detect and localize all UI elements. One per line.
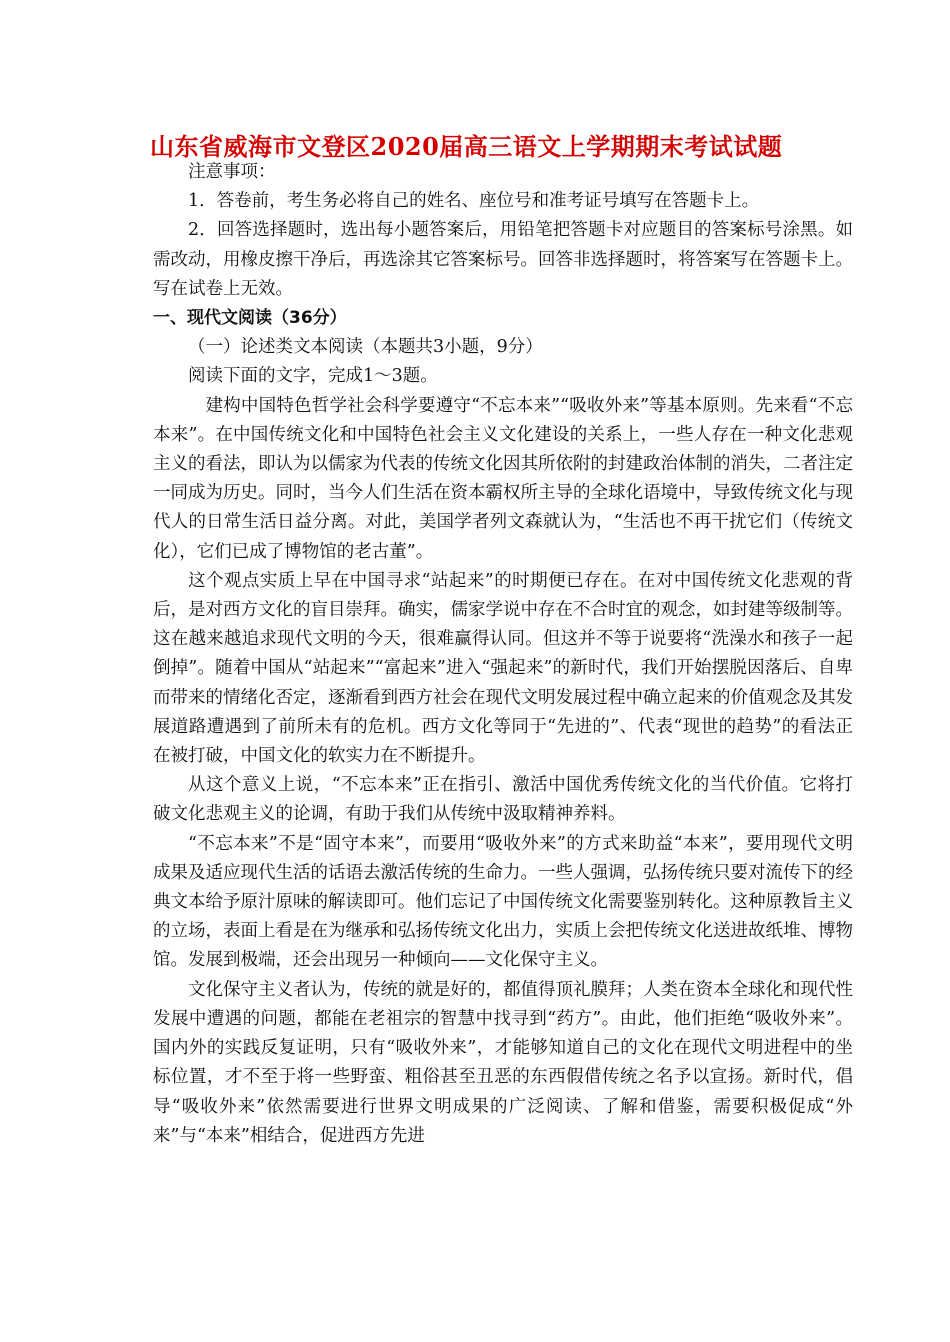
reading-instruction: 阅读下面的文字，完成1～3题。 bbox=[188, 366, 438, 387]
document-title: 山东省威海市文登区2020届高三语文上学期期末考试试题 bbox=[150, 132, 783, 161]
paragraph: 文化保守主义者认为，传统的就是好的，都值得顶礼膜拜；人类在资本全球化和现代性发展中遭遇的问题，都能在老祖宗的智慧中找寻到“药方”。由此，他们拒绝“吸收外来”。国内外的实践反复证明，只有“吸收外来”，才能够知道自己的文化在现代文明进程中的坐标位置，才不至于将一些野蛮、粗俗甚至丑恶的东西假借传统之名予以宣扬。新时代，倡导“吸收外来”依然需要进行世界文明成果的广泛阅读、了解和借鉴，需要积极促成“外来”与“本来”相结合，促进西方先进 bbox=[153, 979, 853, 1146]
notice-item-1: 1．答卷前，考生务必将自己的姓名、座位号和准考证号填写在答题卡上。 bbox=[188, 191, 760, 212]
notice-heading: 注意事项： bbox=[188, 162, 276, 182]
subsection-heading: （一）论述类文本阅读（本题共3小题，9分） bbox=[188, 337, 543, 358]
document-body bbox=[153, 158, 853, 1151]
section-heading: 一、现代文阅读（36分） bbox=[153, 308, 347, 329]
paragraph: 从这个意义上说，“不忘本来”正在指引、激活中国优秀传统文化的当代价值。它将打破文化悲观主义的论调，有助于我们从传统中汲取精神养料。 bbox=[153, 775, 853, 825]
paragraph: 这个观点实质上早在中国寻求“站起来”的时期便已存在。在对中国传统文化悲观的背后，是对西方文化的盲目崇拜。确实，儒家学说中存在不合时宜的观念，如封建等级制等。这在越来越追求现代文明的今天，很难赢得认同。但这并不等于说要将“洗澡水和孩子一起倒掉”。随着中国从“站起来”“富起来”进入“强起来”的新时代，我们开始摆脱因落后、自卑而带来的情绪化否定，逐渐看到西方社会在现代文明发展过程中确立起来的价值观念及其发展道路遭遇到了前所未有的危机。西方文化等同于“先进的”、代表“现世的趋势”的看法正在被打破，中国文化的软实力在不断提升。 bbox=[153, 570, 853, 767]
paragraph: “不忘本来”不是“固守本来”，而要用“吸收外来”的方式来助益“本来”，要用现代文明成果及适应现代生活的话语去激活传统的生命力。一些人强调，弘扬传统只要对流传下的经典文本给予原汁原味的解读即可。他们忘记了中国传统文化需要鉴别转化。这种原教旨主义的立场，表面上看是在为继承和弘扬传统文化出力，实质上会把传统文化送进故纸堆、博物馆。发展到极端，还会出现另一种倾向——文化保守主义。 bbox=[153, 833, 853, 971]
notice-item-2: 2．回答选择题时，选出每小题答案后，用铅笔把答题卡对应题目的答案标号涂黑。如需改动，用橡皮擦干净后，再选涂其它答案标号。回答非选择题时，将答案写在答题卡上。写在试卷上无效。 bbox=[153, 220, 853, 299]
paragraph: 建构中国特色哲学社会科学要遵守“不忘本来”“吸收外来”等基本原则。先来看“不忘本来”。在中国传统文化和中国特色社会主义文化建设的关系上，一些人存在一种文化悲观主义的看法，即认为以儒家为代表的传统文化因其所依附的封建政治体制的消失，二者注定一同成为历史。同时，当今人们生活在资本霸权所主导的全球化语境中，导致传统文化与现代人的日常生活日益分离。对此，美国学者列文森就认为，“生活也不再干扰它们（传统文化），它们已成了博物馆的老古董”。 bbox=[153, 395, 853, 562]
